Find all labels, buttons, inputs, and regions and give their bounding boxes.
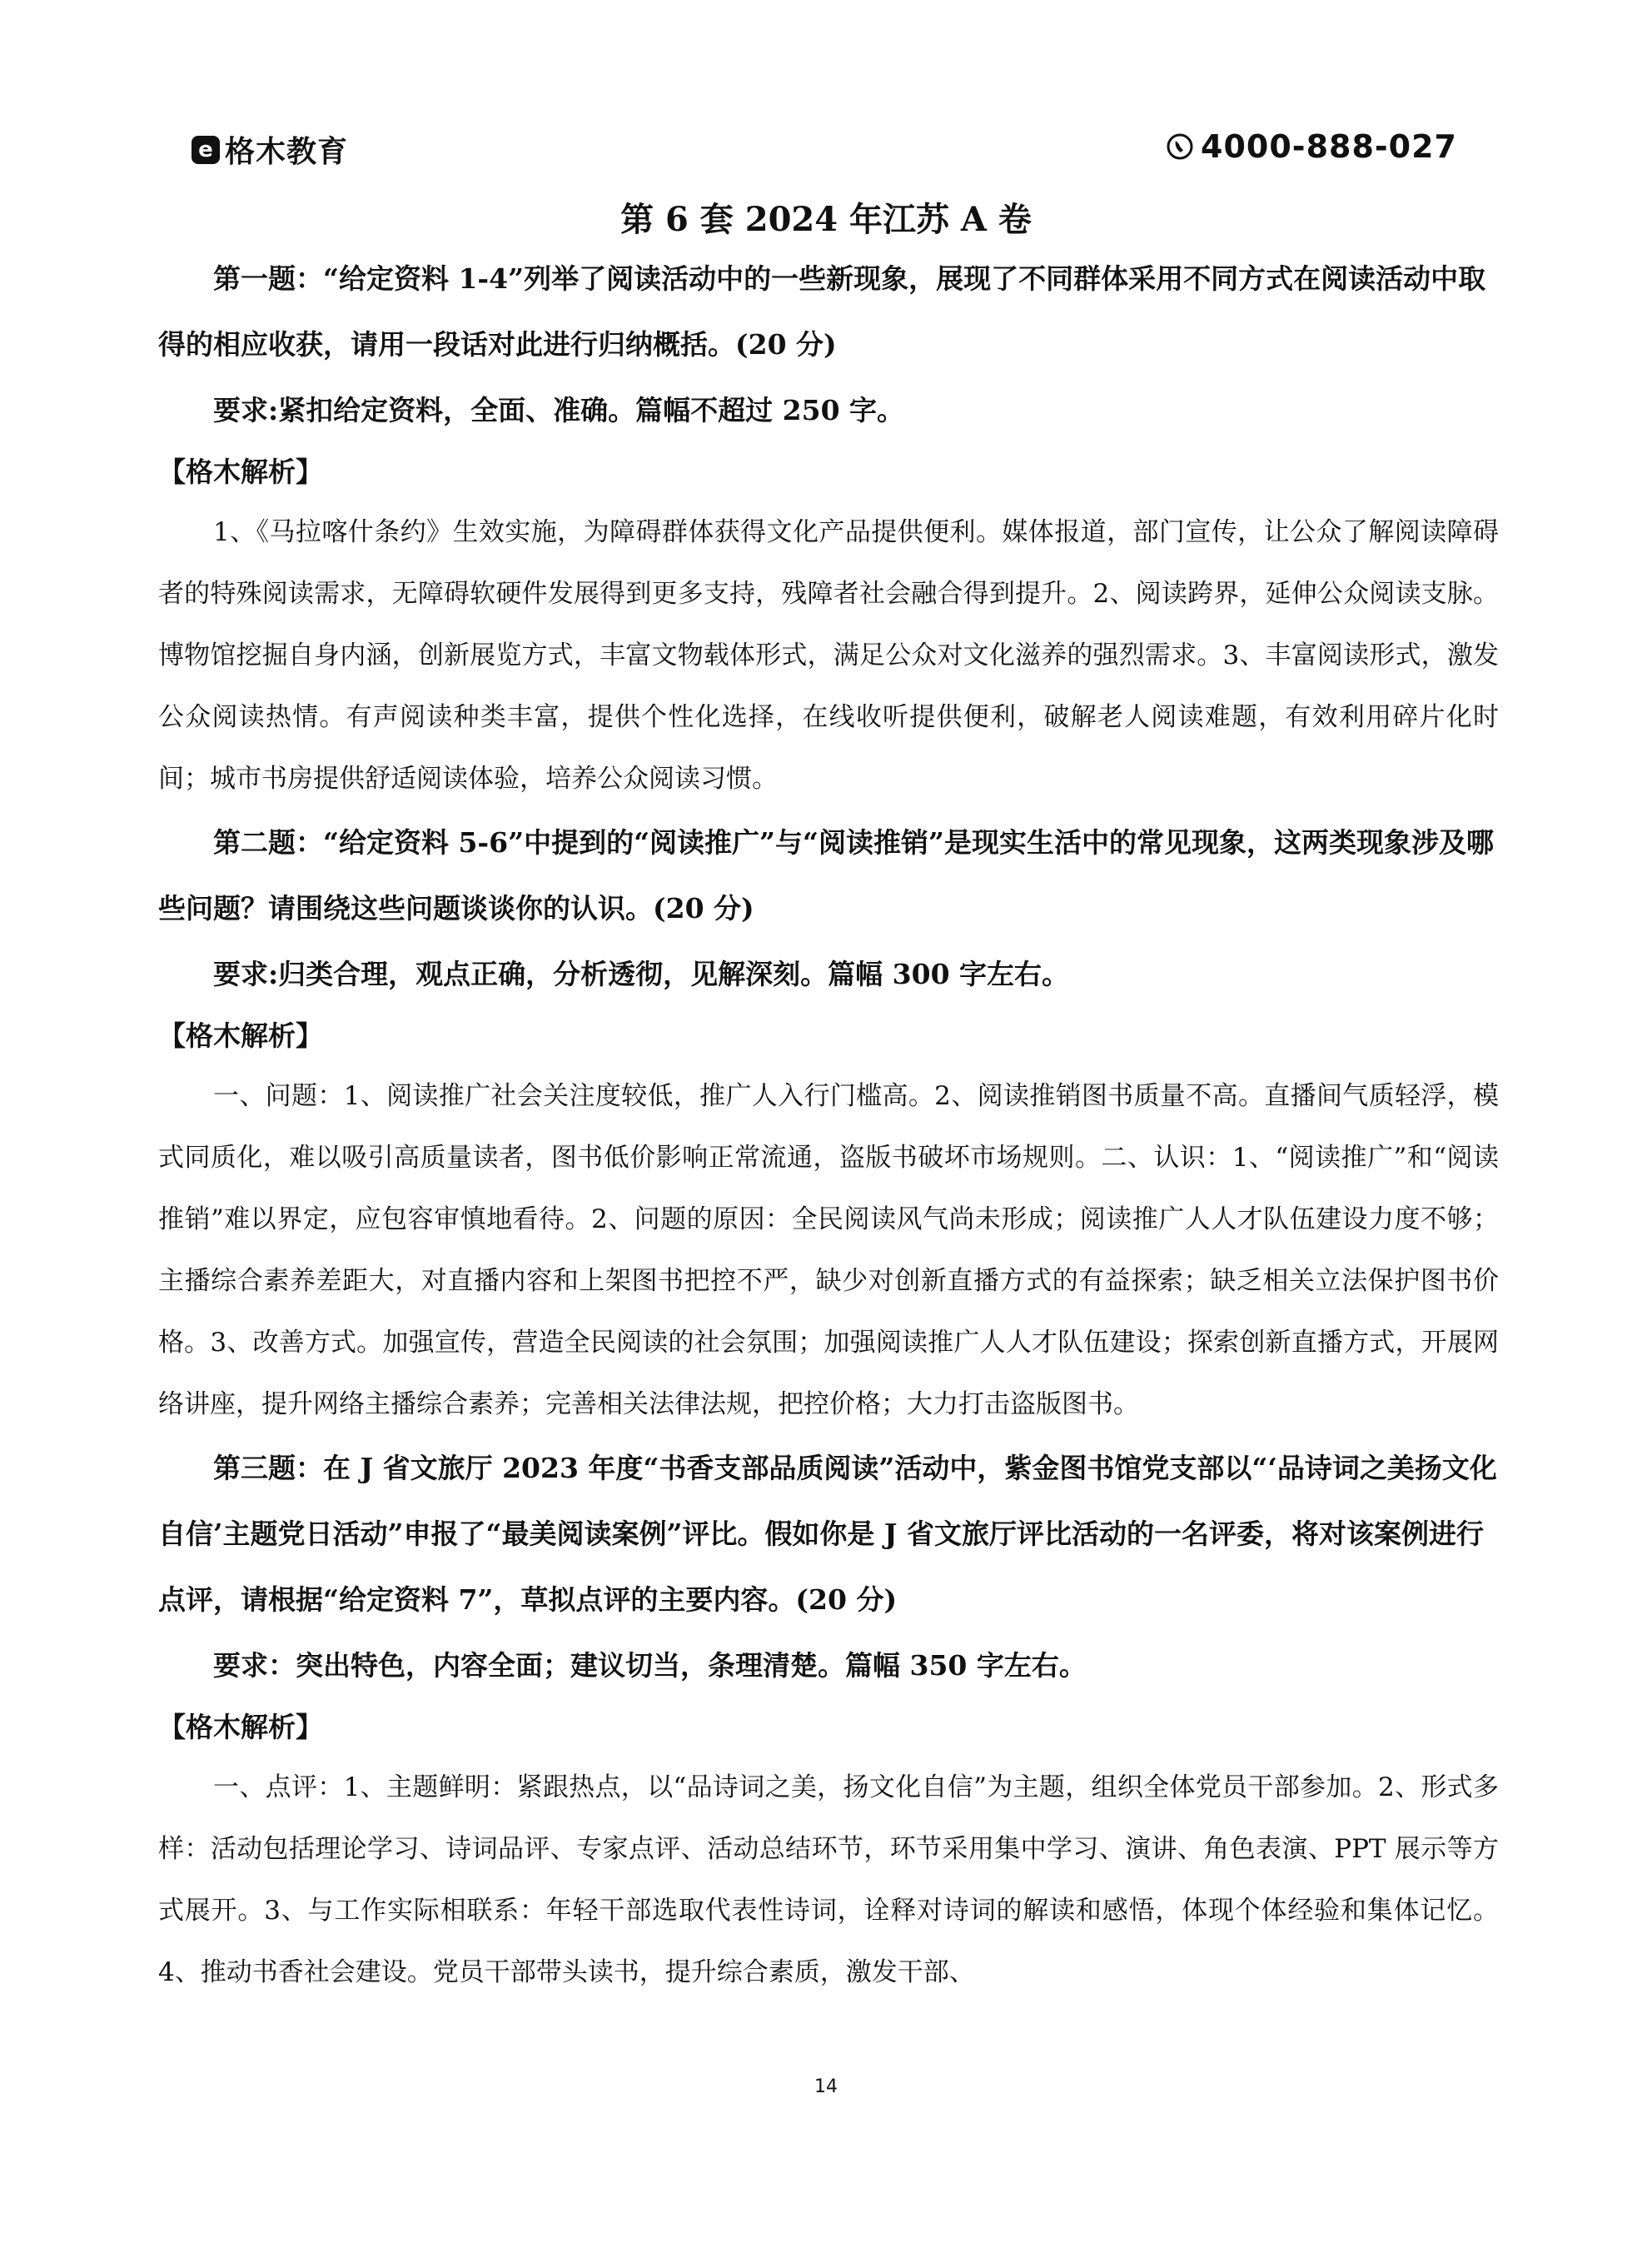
question-2-requirement: 要求:归类合理，观点正确，分析透彻，见解深刻。篇幅 300 字左右。 [213,958,1070,990]
question-3-analysis-label: 【格木解析】 [158,1711,323,1743]
phone-group [1166,128,1457,165]
question-1-prompt: 第一题：“给定资料 1-4”列举了阅读活动中的一些新现象，展现了不同群体采用不同方式在阅读活动中取得的相应收获，请用一段话对此进行归纳概括。(20 分) [158,262,1486,361]
page-number: 14 [814,2076,838,2097]
question-2-answer: 一、问题：1、阅读推广社会关注度较低，推广人入行门槛高。2、阅读推销图书质量不高。直播间气质轻浮，模式同质化，难以吸引高质量读者，图书低价影响正常流通，盗版书破坏市场规则。二、认识：1、“阅读推广”和“阅读推销”难以界定，应包容审慎地看待。2、问题的原因：全民阅读风气尚未形成；阅读推广人人才队伍建设力度不够；主播综合素养差距大，对直播内容和上架图书把控不严，缺少对创新直播方式的有益探索；缺乏相关立法保护图书价格。3、改善方式。加强宣传，营造全民阅读的社会氛围；加强阅读推广人人才队伍建设；探索创新直播方式，开展网络讲座，提升网络主播综合素养；完善相关法律法规，把控价格；大力打击盗版图书。 [158,1081,1499,1419]
question-3-prompt: 第三题：在 J 省文旅厅 2023 年度“书香支部品质阅读”活动中，紫金图书馆党支部以“‘品诗词之美扬文化自信’主题党日活动”申报了“最美阅读案例”评比。假如你是 J 省文旅厅评比活动的一名评委，将对该案例进行点评，请根据“给定资料 7”，草拟点评的主要内容。(20 分) [158,1452,1497,1616]
question-3-answer: 一、点评：1、主题鲜明：紧跟热点，以“品诗词之美，扬文化自信”为主题，组织全体党员干部参加。2、形式多样：活动包括理论学习、诗词品评、专家点评、活动总结环节，环节采用集中学习、演讲、角色表演、PPT 展示等方式展开。3、与工作实际相联系：年轻干部选取代表性诗词，诠释对诗词的解读和感悟，体现个体经验和集体记忆。4、推动书香社会建设。党员干部带头读书，提升综合素质，激发干部、 [158,1772,1499,1987]
phone-icon [1166,132,1194,161]
question-2-analysis-label: 【格木解析】 [158,1019,323,1052]
question-1-requirement: 要求:紧扣给定资料，全面、准确。篇幅不超过 250 字。 [213,394,905,426]
question-2-prompt: 第二题：“给定资料 5-6”中提到的“阅读推广”与“阅读推销”是现实生活中的常见现象，这两类现象涉及哪些问题？请围绕这些问题谈谈你的认识。(20 分) [158,826,1494,925]
brand-logo-group [192,128,348,171]
question-1-answer: 1、《马拉喀什条约》生效实施，为障碍群体获得文化产品提供便利。媒体报道，部门宣传，让公众了解阅读障碍者的特殊阅读需求，无障碍软硬件发展得到更多支持，残障者社会融合得到提升。2、阅读跨界，延伸公众阅读支脉。博物馆挖掘自身内涵，创新展览方式，丰富文物载体形式，满足公众对文化滋养的强烈需求。3、丰富阅读形式，激发公众阅读热情。有声阅读种类丰富，提供个性化选择，在线收听提供便利，破解老人阅读难题，有效利用碎片化时间；城市书房提供舒适阅读体验，培养公众阅读习惯。 [158,517,1499,794]
phone-number: 4000-888-027 [1201,128,1457,165]
question-3-requirement: 要求：突出特色，内容全面；建议切当，条理清楚。篇幅 350 字左右。 [213,1649,1087,1682]
document-body [158,246,1499,2003]
brand-logo-icon: e [192,136,220,164]
page-header [192,125,1457,175]
page-title: 第 6 套 2024 年江苏 A 卷 [620,200,1032,239]
brand-name: 格木教育 [225,135,349,169]
question-1-analysis-label: 【格木解析】 [158,456,323,488]
